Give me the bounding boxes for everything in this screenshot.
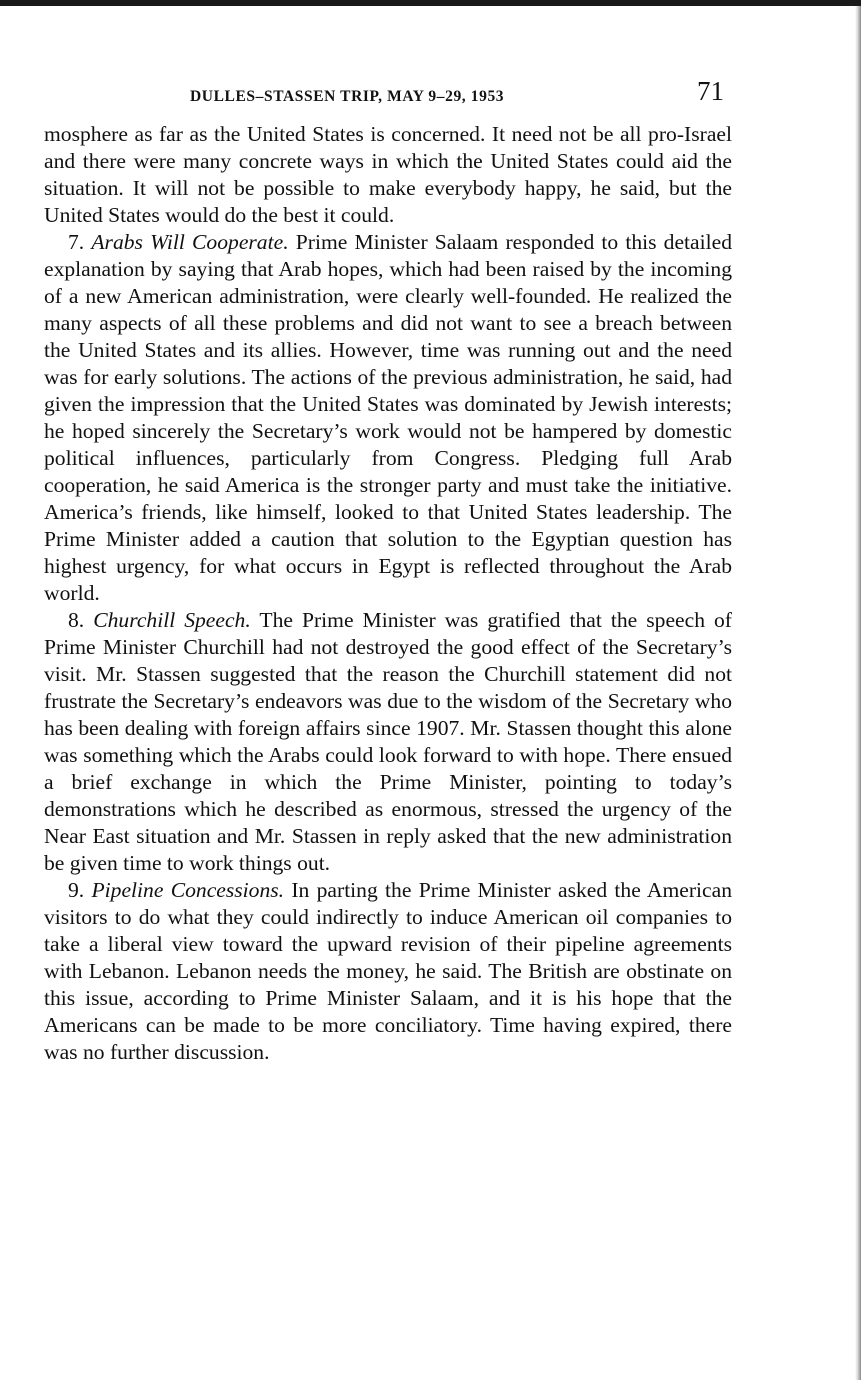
paragraph-continued	[44, 121, 732, 229]
page-top-border	[0, 0, 861, 6]
paragraph-number: 9.	[68, 878, 85, 902]
page-right-edge-shadow	[855, 6, 861, 1380]
paragraph-8	[44, 607, 732, 877]
paragraph-heading: Arabs Will Cooperate.	[91, 230, 289, 254]
page-number: 71	[697, 76, 724, 106]
paragraph-text: The Prime Minister was gratified that the speech of Prime Minister Churchill had not destroyed the good effect of the Secretary’s visit. Mr. Stassen suggested that the reason the Churchill statement did not frustrate the Secretary’s endeavors was due to the wisdom of the Secretary who has been dealing with foreign affairs since 1907. Mr. Stassen thought this alone was something which the Arabs could look forward to with hope. There ensued a brief exchange in which the Prime Minister, pointing to today’s demonstrations which he described as enormous, stressed the urgency of the Near East situation and Mr. Stassen in reply asked that the new administration be given time to work things out.	[44, 608, 732, 875]
body-text	[44, 121, 732, 1066]
paragraph-heading: Churchill Speech.	[93, 608, 251, 632]
paragraph-number: 8.	[68, 608, 85, 632]
paragraph-text: mosphere as far as the United States is concerned. It need not be all pro-Israel and there were many concrete ways in which the United States could aid the situation. It will not be possible to make everybody happy, he said, but the United States would do the best it could.	[44, 122, 732, 227]
paragraph-number: 7.	[68, 230, 85, 254]
paragraph-9	[44, 877, 732, 1066]
paragraph-7	[44, 229, 732, 607]
paragraph-text: Prime Minister Salaam responded to this detailed explanation by saying that Arab hopes, which had been raised by the incoming of a new American administration, were clearly well-founded. He realized the many aspects of all these problems and did not want to see a breach between the United States and its allies. However, time was running out and the need was for early solutions. The actions of the previous administration, he said, had given the impression that the United States was dominated by Jewish interests; he hoped sincerely the Secretary’s work would not be hampered by domestic political influences, particularly from Congress. Pledging full Arab cooperation, he said America is the stronger party and must take the initiative. America’s friends, like himself, looked to that United States leadership. The Prime Minister added a caution that solution to the Egyptian question has highest urgency, for what occurs in Egypt is reflected throughout the Arab world.	[44, 230, 733, 605]
paragraph-heading: Pipeline Concessions.	[91, 878, 285, 902]
running-head: DULLES–STASSEN TRIP, MAY 9–29, 1953	[190, 88, 505, 105]
paragraph-text: In parting the Prime Minister asked the American visitors to do what they could indirectly to induce American oil companies to take a liberal view toward the upward revision of their pipeline agreements with Lebanon. Lebanon needs the money, he said. The British are obstinate on this issue, according to Prime Minister Salaam, and it is his hope that the Americans can be made to be more conciliatory. Time having expired, there was no further discussion.	[44, 878, 733, 1064]
